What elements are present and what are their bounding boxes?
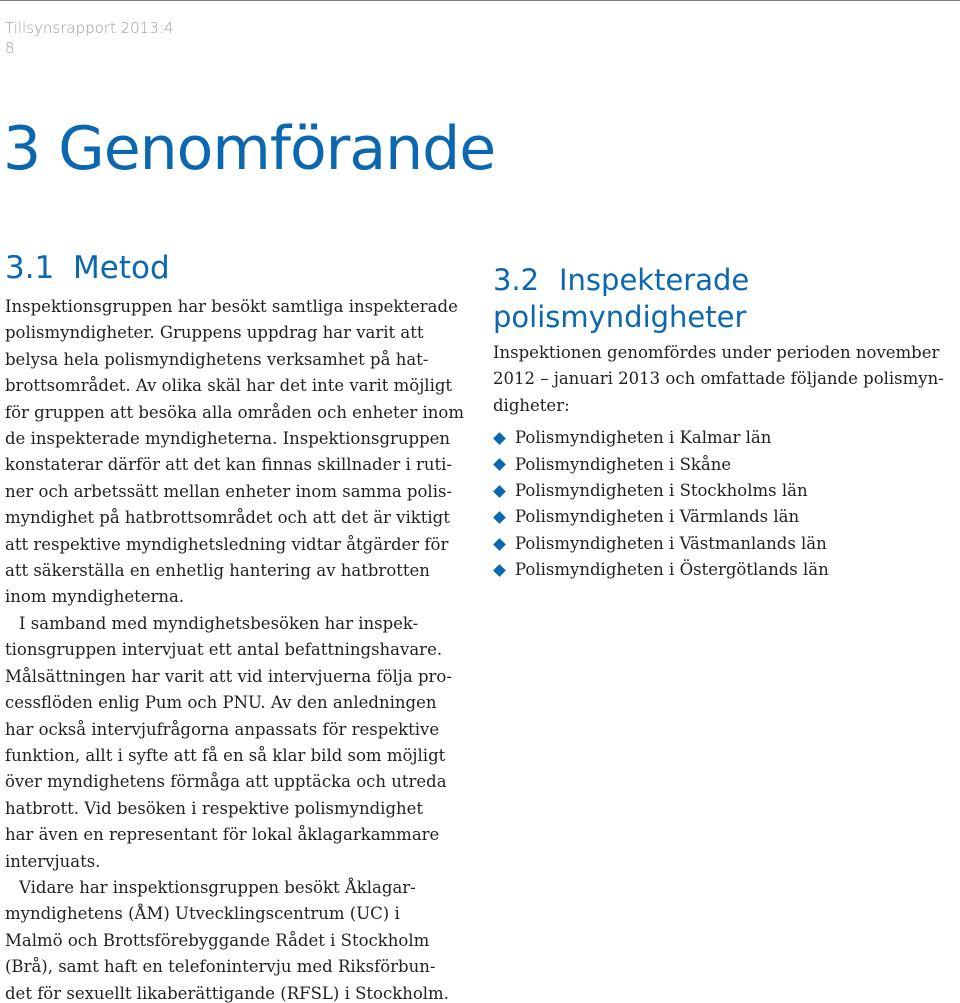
list-item-label: Polismyndigheten i Skåne bbox=[515, 454, 732, 474]
section-heading-metod bbox=[5, 246, 473, 290]
agency-list bbox=[493, 425, 958, 583]
section-title: Inspekterade polismyndigheter bbox=[493, 263, 750, 334]
diamond-bullet-icon bbox=[493, 538, 506, 551]
section-heading-inspekterade bbox=[493, 262, 958, 336]
header-rule bbox=[0, 0, 960, 1]
diamond-bullet-icon bbox=[493, 511, 506, 524]
page-number: 8 bbox=[5, 39, 15, 57]
right-column bbox=[493, 262, 958, 584]
diamond-bullet-icon bbox=[493, 458, 506, 471]
list-item-label: Polismyndigheten i Värmlands län bbox=[515, 507, 800, 527]
report-name: Tillsynsrapport 2013:4 bbox=[5, 19, 174, 37]
list-item-label: Polismyndigheten i Östergötlands län bbox=[515, 560, 829, 580]
list-item bbox=[493, 504, 958, 530]
list-item bbox=[493, 425, 958, 451]
list-item bbox=[493, 557, 958, 583]
section-number: 3.2 bbox=[493, 263, 540, 297]
list-item bbox=[493, 452, 958, 478]
list-item-label: Polismyndigheten i Västmanlands län bbox=[515, 533, 827, 553]
paragraph: Inspektionsgruppen har besökt samtliga inspekterade polismyndigheter. Gruppens uppdrag har varit att belysa hela polismyndighetens verksamhet på hat- brottsområdet. Av olika skäl har det inte varit möjligt för gruppen att besöka alla områden och enheter inom de inspekterade myndigheterna. Inspektionsgruppen konstaterar därför att det kan finnas skillnader i ruti- ner och arbetssätt mellan enheter inom samma polis- myndighet på hatbrottsområdet och att det är viktigt att respektive myndighetsledning vidtar åtgärder för att säkerställa en enhetlig hantering av hatbrotten inom myndigheterna. bbox=[5, 297, 464, 607]
diamond-bullet-icon bbox=[493, 432, 506, 445]
section-number: 3.1 bbox=[5, 250, 55, 286]
diamond-bullet-icon bbox=[493, 564, 506, 577]
section-title: Metod bbox=[73, 250, 170, 286]
running-head bbox=[5, 18, 173, 58]
paragraph: I samband med myndighetsbesöken har inspek- tionsgruppen intervjuat ett antal befattningshavare. Målsättningen har varit att vid intervjuerna följa pro- cessflöden enlig Pum och PNU. Av den anledningen har också intervjufrågorna anpassats för respektive funktion, allt i syfte att få en så klar bild som möjligt över myndighetens förmåga att upptäcka och utreda hatbrott. Vid besöken i respektive polismyndighet har även en representant för lokal åklagarkammare intervjuats. bbox=[5, 613, 452, 871]
list-item-label: Polismyndigheten i Stockholms län bbox=[515, 481, 808, 501]
list-item bbox=[493, 478, 958, 504]
list-item-label: Polismyndigheten i Kalmar län bbox=[515, 428, 772, 448]
intro-paragraph: Inspektionen genomfördes under perioden november 2012 – januari 2013 och omfattade följande polismyn- digheter: bbox=[493, 343, 944, 415]
list-item bbox=[493, 531, 958, 557]
left-column bbox=[5, 246, 473, 1003]
diamond-bullet-icon bbox=[493, 485, 506, 498]
chapter-title: 3 Genomförande bbox=[3, 114, 496, 184]
paragraph: Vidare har inspektionsgruppen besökt Åklagar- myndighetens (ÅM) Utvecklingscentrum (UC) i Malmö och Brottsförebyggande Rådet i Stockholm (Brå), samt haft en telefonintervju med Riksförbun- det för sexuellt likaberättigande (RFSL) i Stockholm. bbox=[5, 877, 449, 1003]
